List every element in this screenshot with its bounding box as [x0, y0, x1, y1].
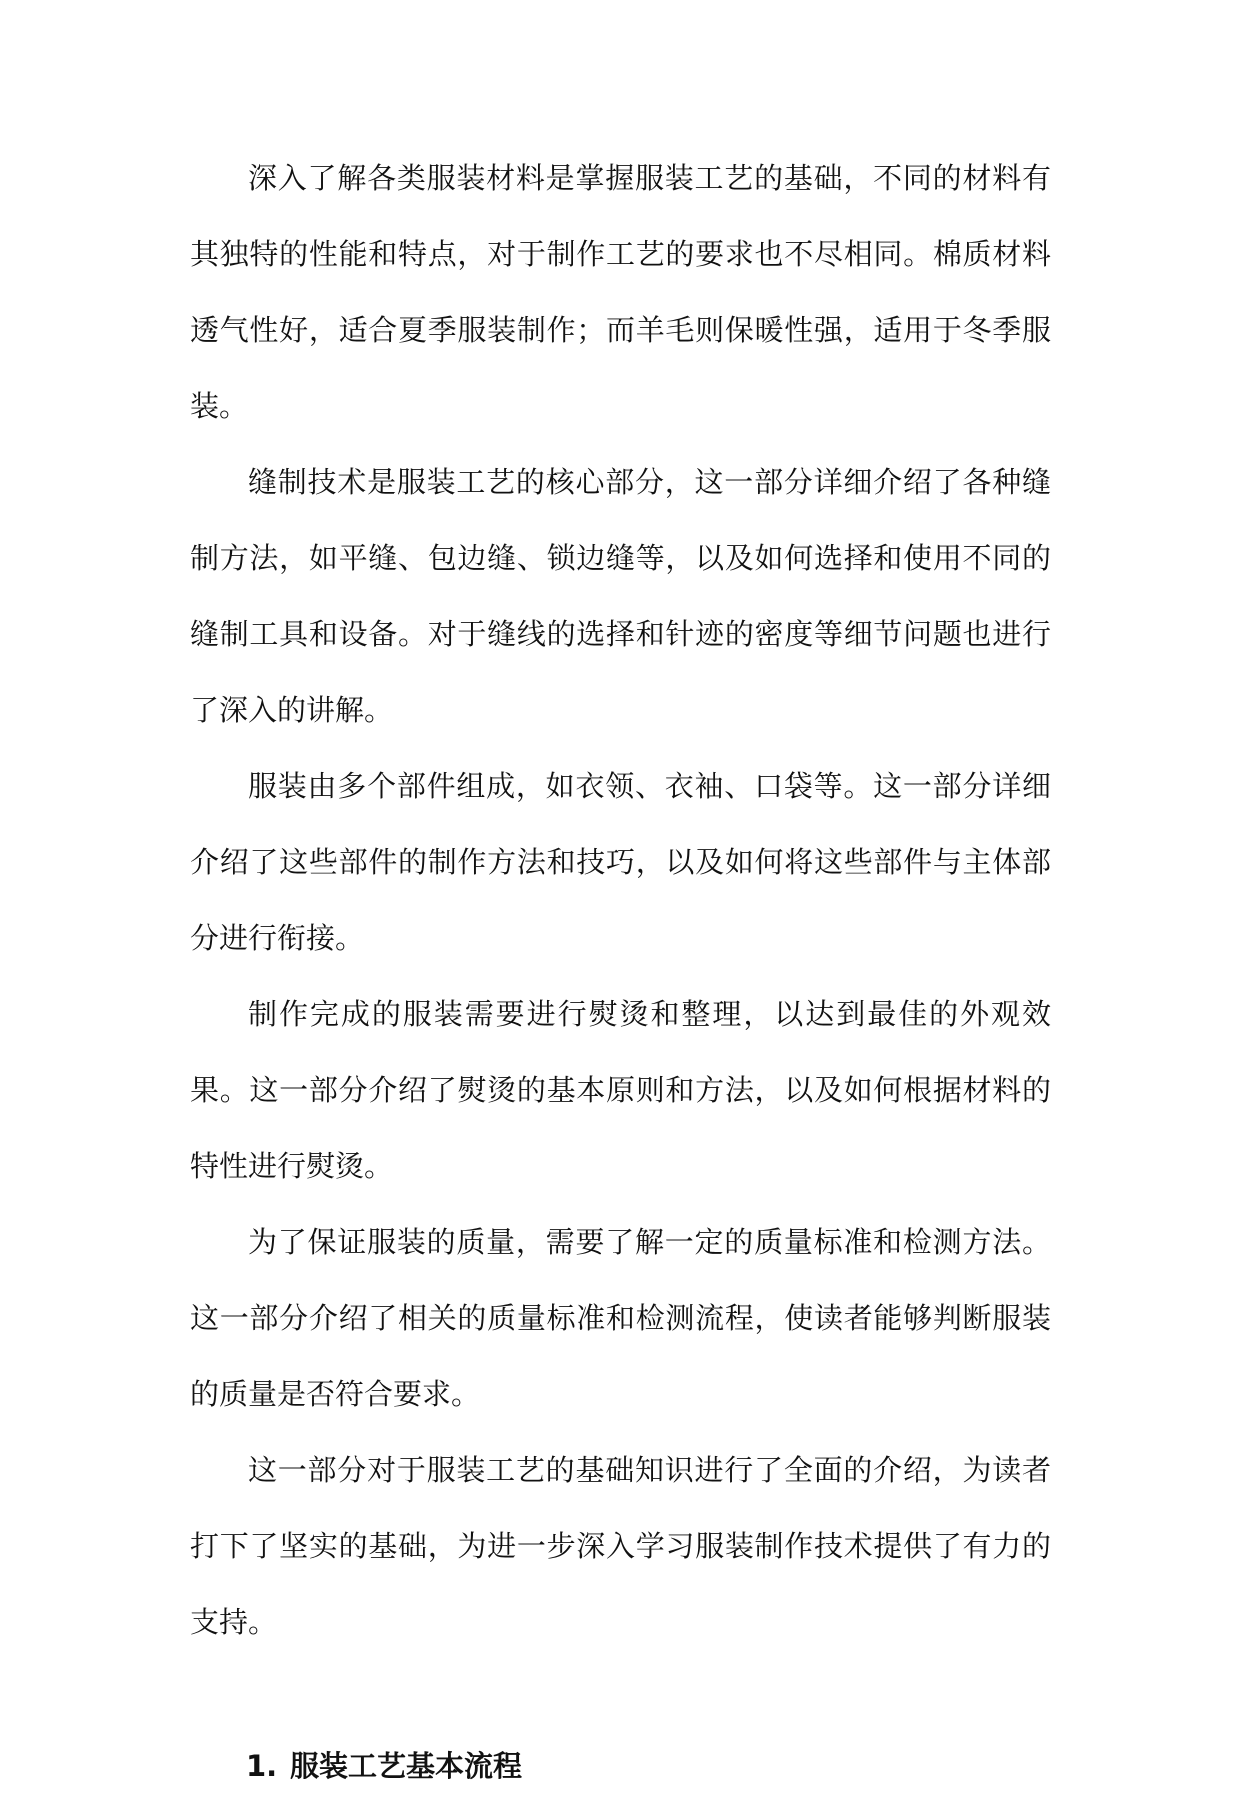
paragraph-summary: 这一部分对于服装工艺的基础知识进行了全面的介绍，为读者打下了坚实的基础，为进一步深入学习服装制作技术提供了有力的支持。: [190, 1453, 1051, 1639]
paragraph-materials: 深入了解各类服装材料是掌握服装工艺的基础，不同的材料有其独特的性能和特点，对于制作工艺的要求也不尽相同。棉质材料透气性好，适合夏季服装制作；而羊毛则保暖性强，适用于冬季服装。: [190, 161, 1051, 423]
paragraph-sewing: 缝制技术是服装工艺的核心部分，这一部分详细介绍了各种缝制方法，如平缝、包边缝、锁边缝等，以及如何选择和使用不同的缝制工具和设备。对于缝线的选择和针迹的密度等细节问题也进行了深入的讲解。: [190, 465, 1051, 727]
section-heading: [190, 1736, 1051, 1796]
section-heading-number: 1.: [246, 1749, 278, 1783]
paragraph-components: 服装由多个部件组成，如衣领、衣袖、口袋等。这一部分详细介绍了这些部件的制作方法和技巧，以及如何将这些部件与主体部分进行衔接。: [190, 769, 1051, 955]
section-heading-title: 服装工艺基本流程: [290, 1749, 523, 1783]
paragraph-quality: 为了保证服装的质量，需要了解一定的质量标准和检测方法。这一部分介绍了相关的质量标准和检测流程，使读者能够判断服装的质量是否符合要求。: [190, 1225, 1051, 1411]
paragraph-ironing: 制作完成的服装需要进行熨烫和整理，以达到最佳的外观效果。这一部分介绍了熨烫的基本原则和方法，以及如何根据材料的特性进行熨烫。: [190, 997, 1051, 1183]
